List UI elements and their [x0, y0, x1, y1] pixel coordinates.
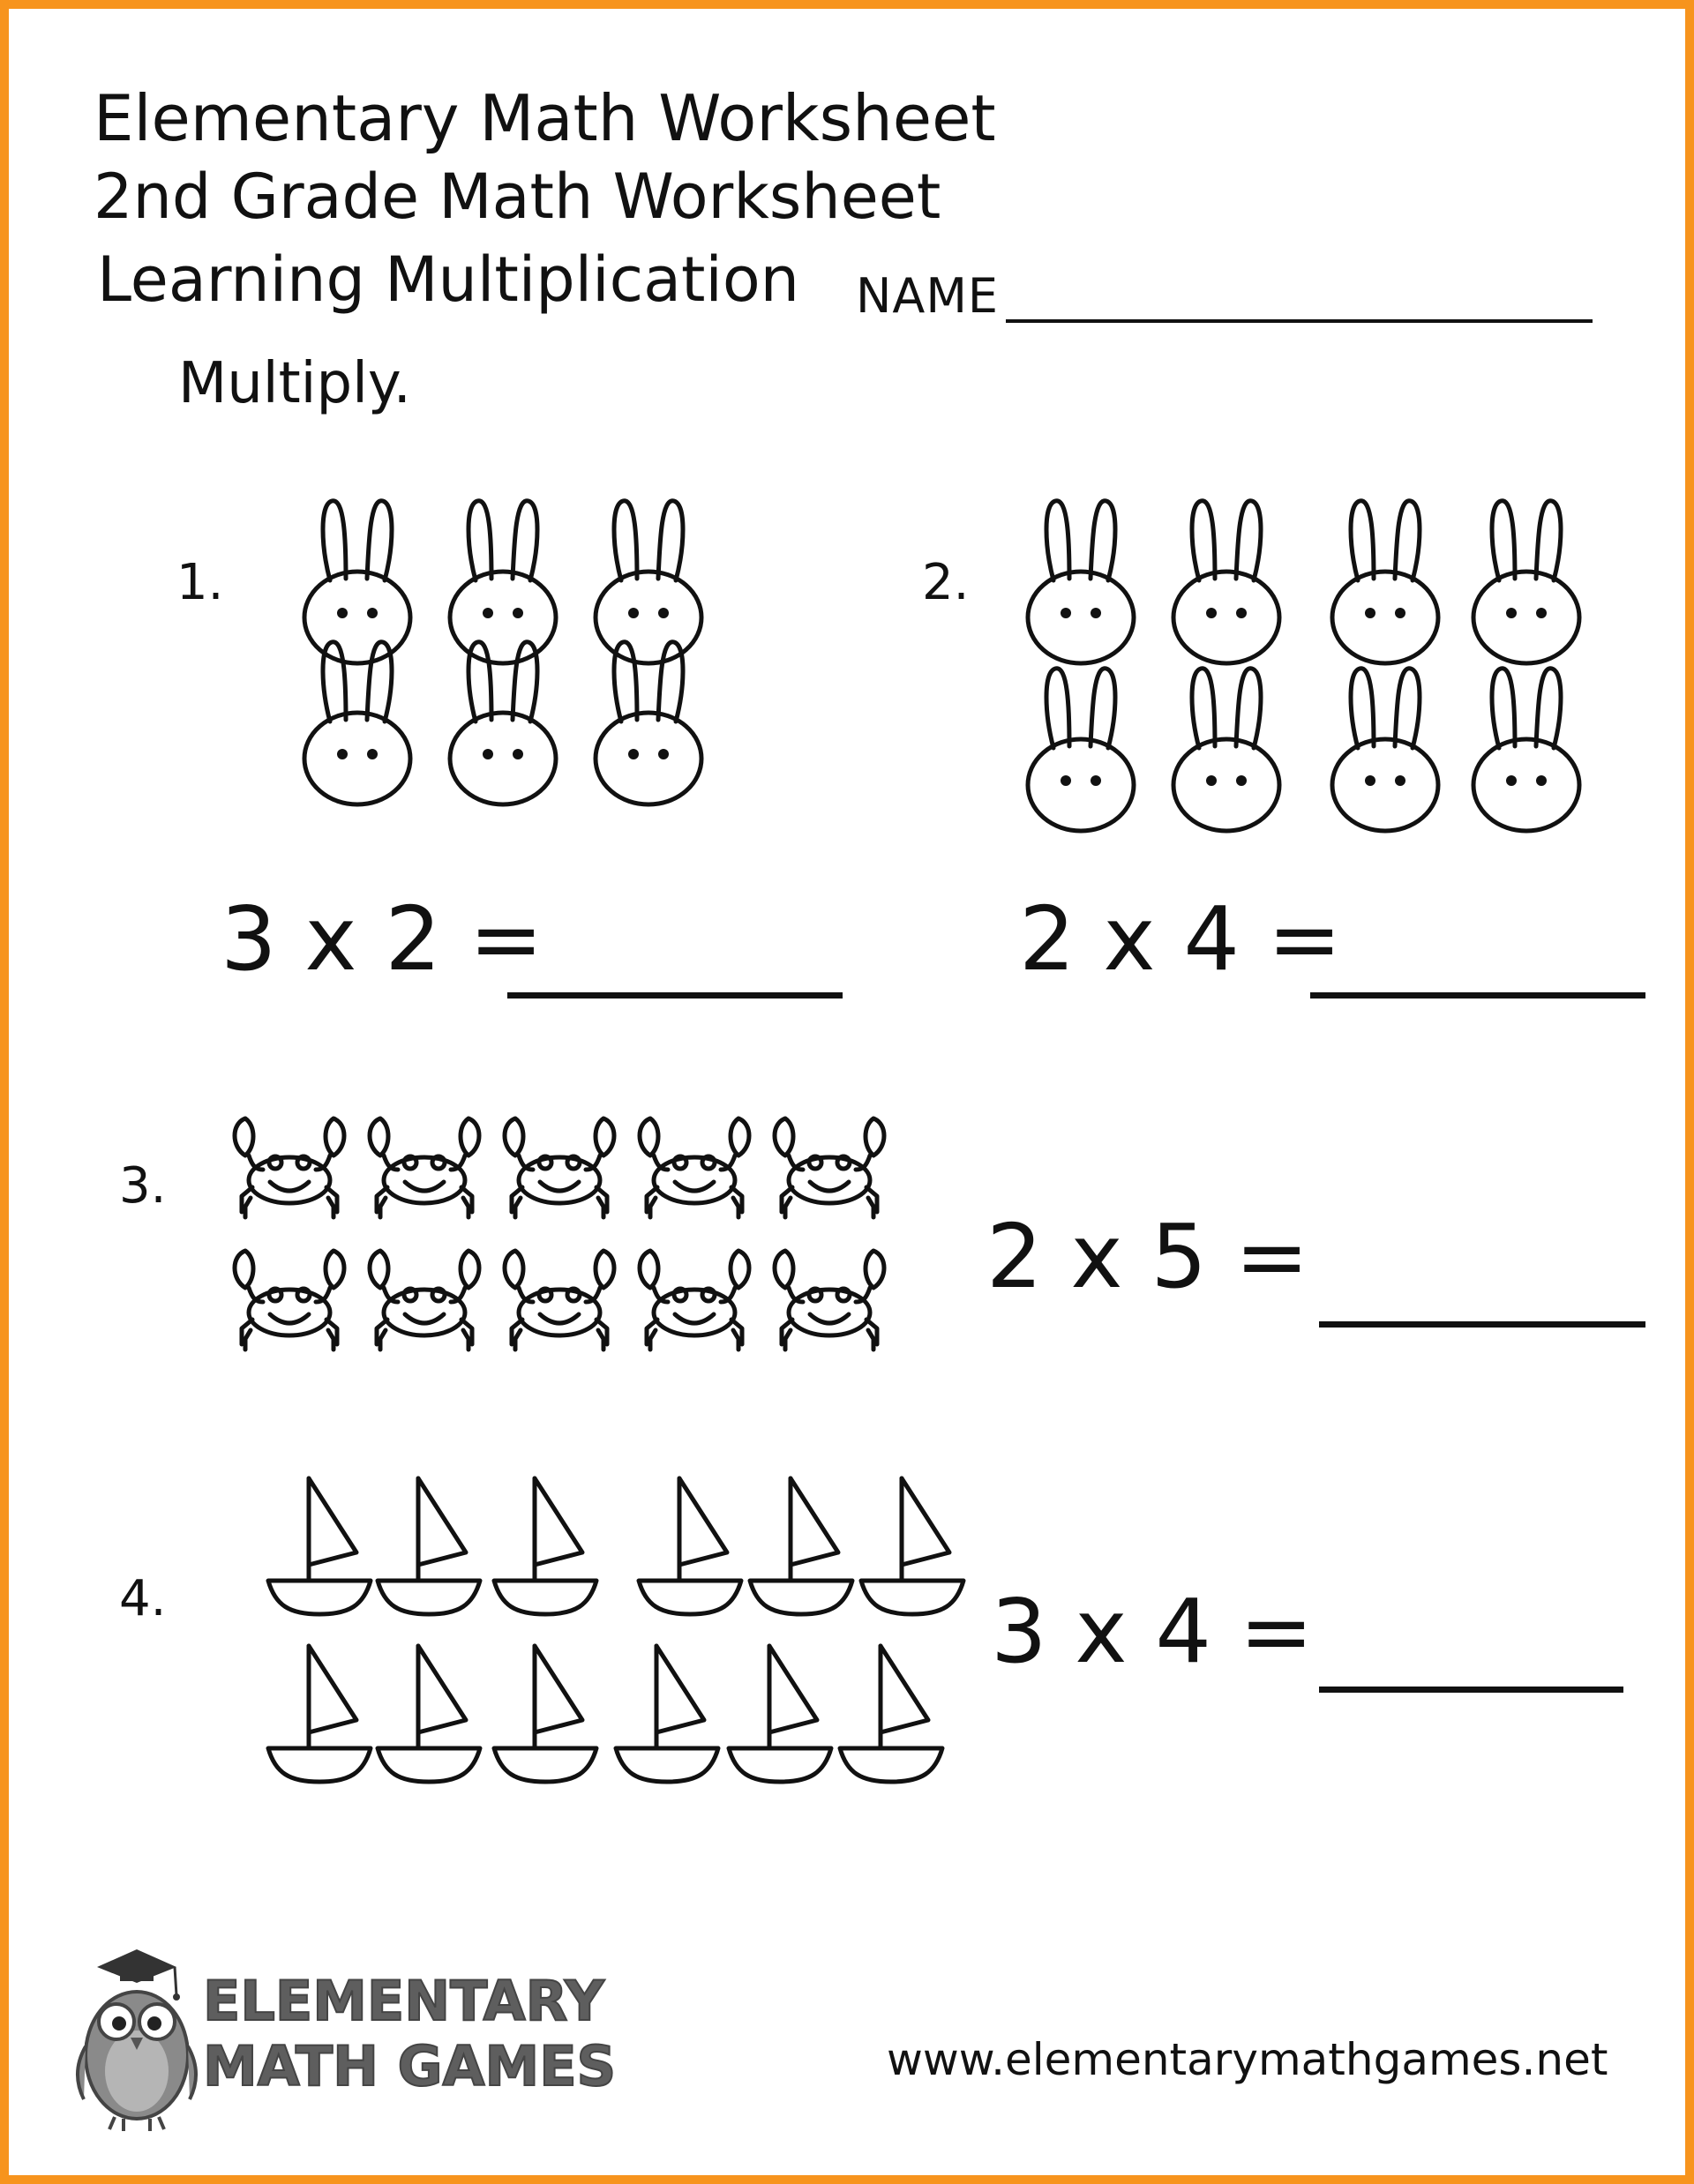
problem-2-bunny-icons — [1023, 494, 1597, 847]
sailboat-icon-p4-1-2 — [494, 1646, 596, 1782]
crab-icon-p3-1-0 — [235, 1251, 344, 1350]
website-url: www.elementarymathgames.net — [887, 2034, 1608, 2085]
problem-4-answer-line[interactable] — [1319, 1687, 1623, 1693]
problem-3-number: 3. — [119, 1157, 167, 1215]
problem-3-answer-line[interactable] — [1319, 1321, 1645, 1328]
crab-icon-p3-0-0 — [235, 1118, 344, 1217]
grade-subtitle: 2nd Grade Math Worksheet — [94, 161, 941, 233]
bunny-icon-p2-0-3 — [1473, 501, 1579, 663]
problem-2-number: 2. — [922, 554, 970, 611]
name-label: NAME — [856, 268, 1000, 324]
sailboat-icon-p4-1-3 — [616, 1646, 718, 1782]
bunny-icon-p2-1-3 — [1473, 669, 1579, 831]
bunny-icon-p1-0-0 — [304, 501, 410, 663]
sailboat-icon-p4-0-4 — [750, 1478, 852, 1614]
sailboat-icon-p4-1-1 — [378, 1646, 480, 1782]
sailboat-icon-p4-1-0 — [268, 1646, 371, 1782]
instructions: Multiply. — [178, 351, 411, 416]
problem-2-equation: 2 x 4 = — [1019, 887, 1342, 991]
crab-icon-p3-1-1 — [370, 1251, 479, 1350]
crab-icon-p3-1-4 — [775, 1251, 884, 1350]
problem-4-sailboat-icons — [265, 1473, 971, 1799]
sailboat-icon-p4-1-4 — [729, 1646, 831, 1782]
sailboat-icon-p4-0-3 — [639, 1478, 741, 1614]
problem-4-number: 4. — [119, 1570, 167, 1627]
owl-mascot-icon — [71, 1941, 203, 2135]
problem-1-answer-line[interactable] — [507, 992, 843, 999]
name-answer-line[interactable] — [1006, 319, 1593, 323]
sailboat-icon-p4-1-5 — [840, 1646, 942, 1782]
bunny-icon-p1-1-0 — [304, 642, 410, 804]
crab-icon-p3-1-2 — [505, 1251, 614, 1350]
problem-3-crab-icons — [229, 1111, 909, 1367]
bunny-icon-p1-0-1 — [450, 501, 556, 663]
sailboat-icon-p4-0-1 — [378, 1478, 480, 1614]
worksheet-title: Elementary Math Worksheet — [94, 81, 996, 155]
elementary-math-games-logo — [71, 1941, 617, 2135]
bunny-icon-p2-1-1 — [1173, 669, 1279, 831]
problem-2-answer-line[interactable] — [1310, 992, 1645, 999]
topic-heading: Learning Multiplication — [97, 243, 800, 316]
bunny-icon-p2-1-0 — [1028, 669, 1134, 831]
crab-icon-p3-0-1 — [370, 1118, 479, 1217]
bunny-icon-p1-1-2 — [596, 642, 701, 804]
bunny-icon-p2-0-0 — [1028, 501, 1134, 663]
problem-1-bunny-icons — [300, 494, 723, 864]
problem-1-equation: 3 x 2 = — [221, 887, 543, 991]
crab-icon-p3-0-2 — [505, 1118, 614, 1217]
logo-text-line1: ELEMENTARY — [203, 1969, 604, 2033]
bunny-icon-p2-0-2 — [1332, 501, 1438, 663]
problem-3-equation: 2 x 5 = — [986, 1205, 1309, 1308]
crab-icon-p3-0-3 — [640, 1118, 749, 1217]
crab-icon-p3-0-4 — [775, 1118, 884, 1217]
sailboat-icon-p4-0-0 — [268, 1478, 371, 1614]
bunny-icon-p1-0-2 — [596, 501, 701, 663]
bunny-icon-p2-0-1 — [1173, 501, 1279, 663]
problem-4-equation: 3 x 4 = — [991, 1580, 1314, 1683]
problem-1-number: 1. — [176, 554, 224, 611]
crab-icon-p3-1-3 — [640, 1251, 749, 1350]
bunny-icon-p1-1-1 — [450, 642, 556, 804]
sailboat-icon-p4-0-2 — [494, 1478, 596, 1614]
bunny-icon-p2-1-2 — [1332, 669, 1438, 831]
logo-text-line2: MATH GAMES — [203, 2034, 617, 2098]
sailboat-icon-p4-0-5 — [861, 1478, 963, 1614]
